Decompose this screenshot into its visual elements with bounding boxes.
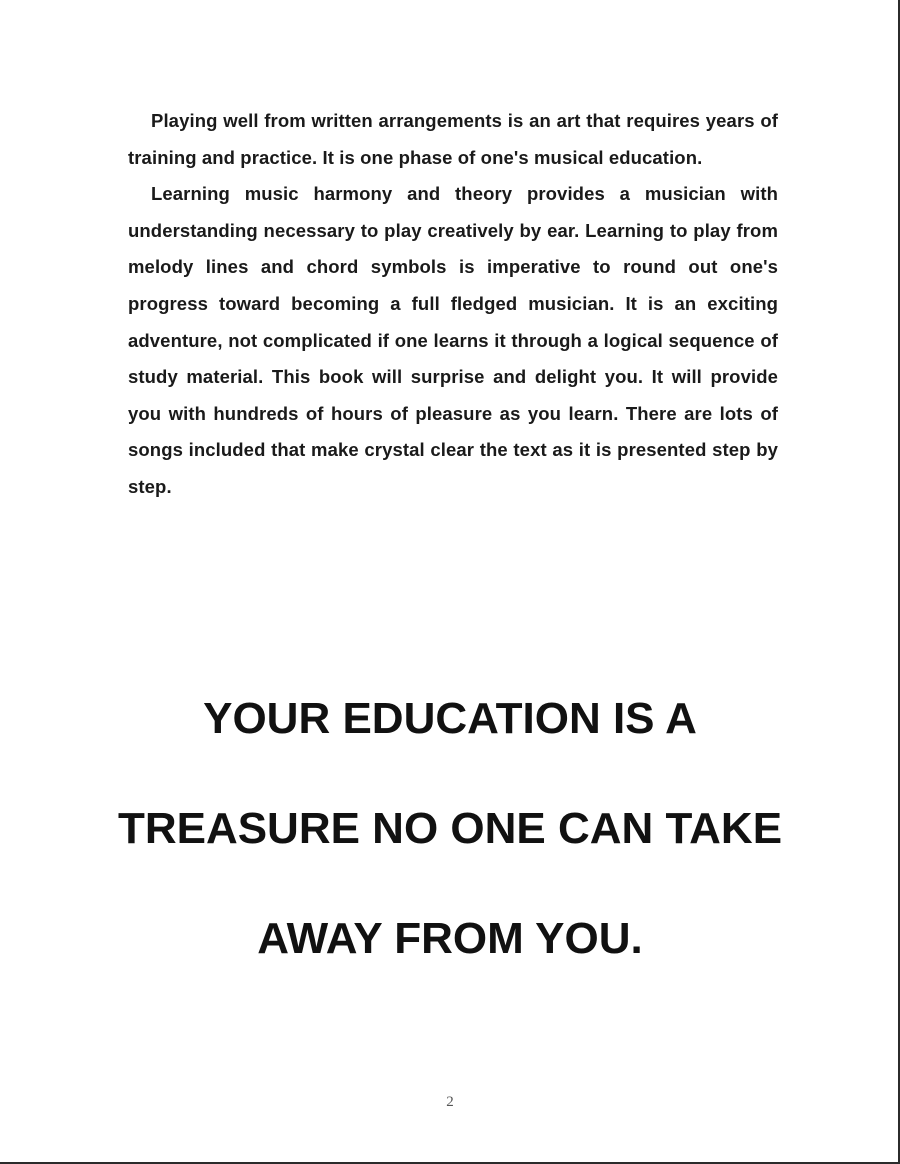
quote-block [0, 664, 900, 994]
page-number: 2 [446, 1094, 454, 1110]
body-text [128, 103, 778, 506]
quote-line-1: YOUR EDUCATION IS A [203, 694, 697, 743]
paragraph-1: Playing well from written arrangements is an art that requires years of training and practice. It is one phase of one's musical education. [128, 110, 778, 168]
quote-line-2: TREASURE NO ONE CAN TAKE [117, 804, 783, 853]
quote-line-3: AWAY FROM YOU. [257, 914, 643, 963]
paragraph-2: Learning music harmony and theory provides a musician with understanding necessary to play creatively by ear. Learning to play from melody lines and chord symbols is imperative to round out one's progress toward becoming a full fledged musician. It is an exciting adventure, not complicated if one learns it through a logical sequence of study material. This book will surprise and delight you. It will provide you with hundreds of hours of pleasure as you learn. There are lots of songs included that make crystal clear the text as it is presented step by step. [128, 183, 778, 497]
